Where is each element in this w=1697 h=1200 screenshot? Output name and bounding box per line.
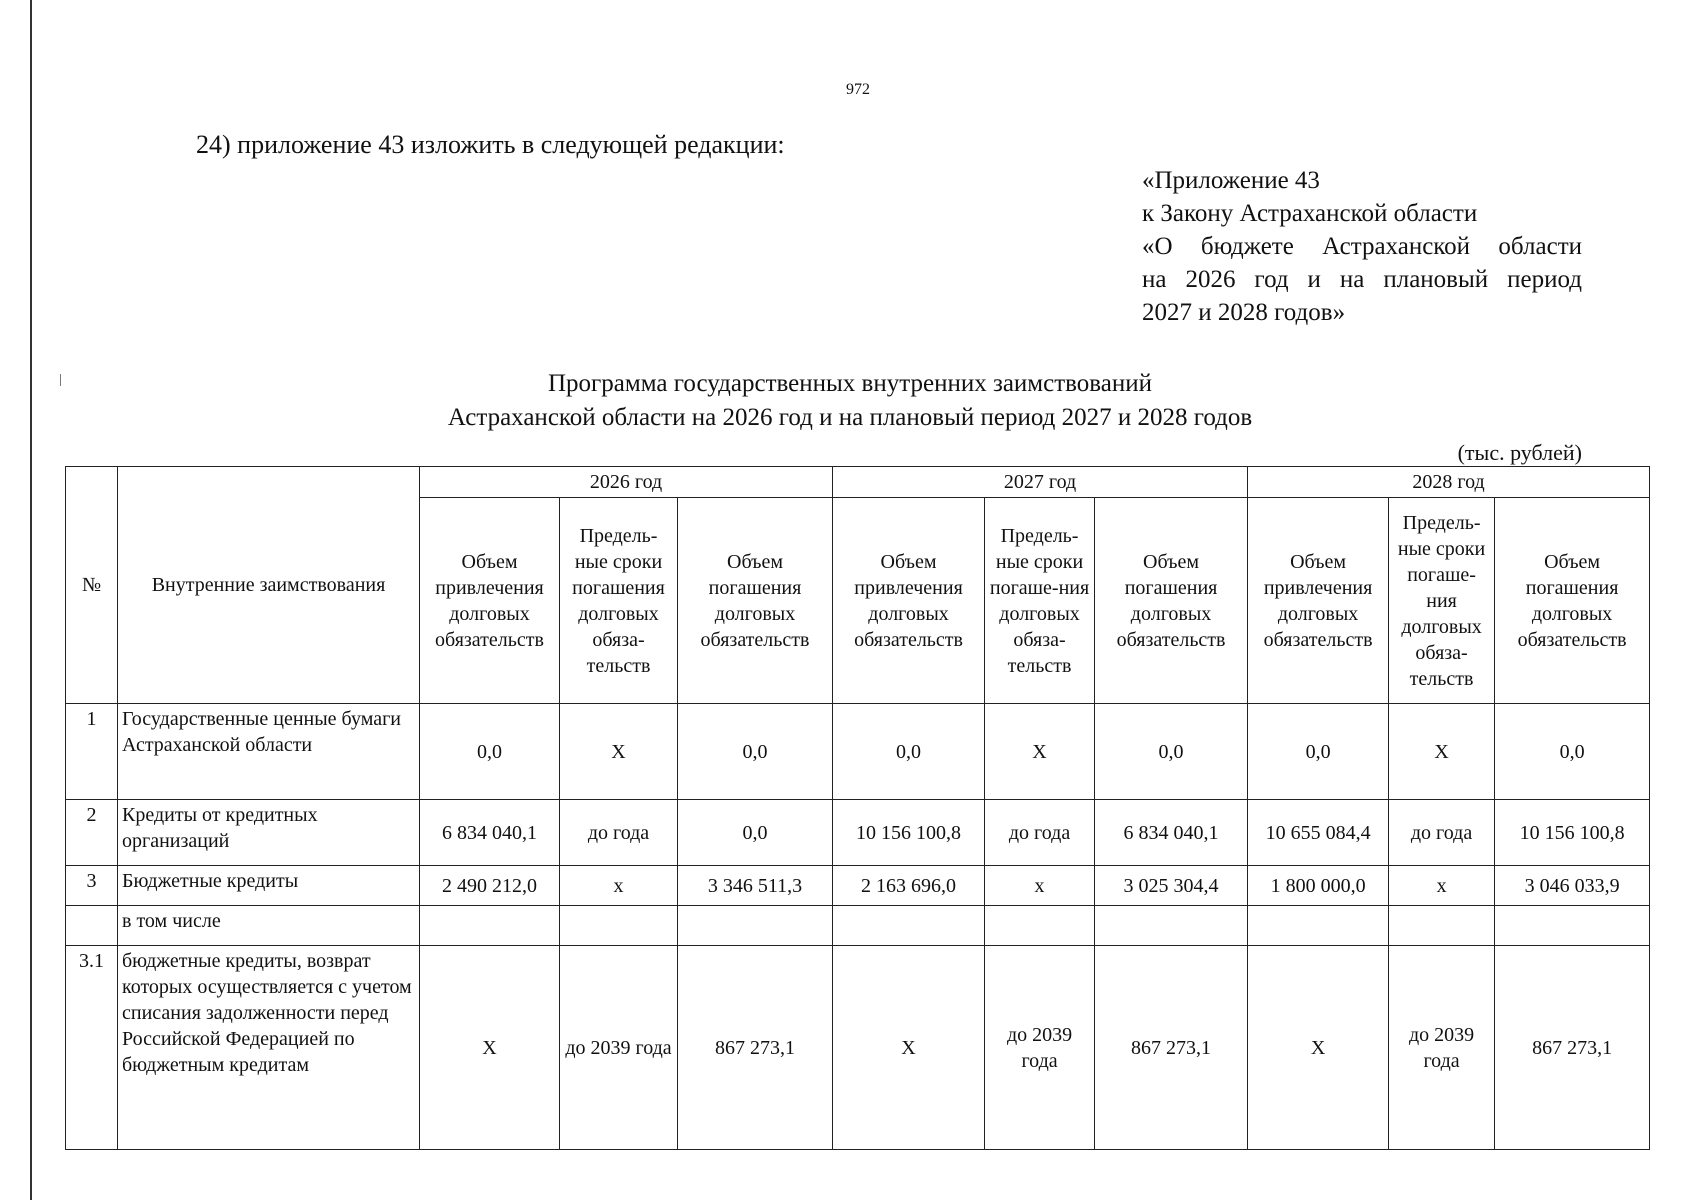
row-num: 3.1 <box>66 946 118 1150</box>
header-attract-2028: Объем привлечения долговых обязательств <box>1248 498 1389 704</box>
row-num: 3 <box>66 866 118 906</box>
header-terms-2026: Предель-ные сроки погашения долговых обяза-тельств <box>560 498 678 704</box>
header-attract-2026: Объем привлечения долговых обязательств <box>420 498 560 704</box>
table-row <box>66 906 1650 946</box>
header-repay-2026: Объем погашения долговых обязательств <box>678 498 833 704</box>
appendix-line: «О бюджете Астраханской области <box>1142 233 1582 260</box>
appendix-line: к Закону Астраханской области <box>1142 200 1478 227</box>
cell-repay-2028: 3 046 033,9 <box>1495 866 1650 906</box>
cell-terms-2028: до 2039 года <box>1389 946 1495 1150</box>
appendix-line: на 2026 год и на плановый период <box>1142 266 1582 293</box>
cell-repay-2026: 867 273,1 <box>678 946 833 1150</box>
cell-repay-2027 <box>1095 906 1248 946</box>
header-attract-2027: Объем привлечения долговых обязательств <box>833 498 985 704</box>
row-name: Бюджетные кредиты <box>118 866 420 906</box>
header-repay-2027: Объем погашения долговых обязательств <box>1095 498 1248 704</box>
title-line: Программа государственных внутренних заимствований <box>548 370 1152 397</box>
cell-attract-2026: 6 834 040,1 <box>420 800 560 866</box>
row-num: 1 <box>66 704 118 800</box>
cell-terms-2027 <box>985 906 1095 946</box>
table-row <box>66 866 1650 906</box>
cell-terms-2027: х <box>985 866 1095 906</box>
cell-attract-2027: 0,0 <box>833 704 985 800</box>
row-name: бюджетные кредиты, возврат которых осуществляется с учетом списания задолженности перед Российской Федерацией по бюджетным кредитам <box>118 946 420 1150</box>
row-num: 2 <box>66 800 118 866</box>
cell-terms-2027: до года <box>985 800 1095 866</box>
cell-terms-2026: Х <box>560 704 678 800</box>
row-name: Кредиты от кредитных организаций <box>118 800 420 866</box>
cell-terms-2028: Х <box>1389 704 1495 800</box>
cell-attract-2028: 1 800 000,0 <box>1248 866 1389 906</box>
intro-text: 24) приложение 43 изложить в следующей редакции: <box>196 130 785 159</box>
cell-terms-2028: до года <box>1389 800 1495 866</box>
cell-repay-2027: 867 273,1 <box>1095 946 1248 1150</box>
cell-terms-2028: х <box>1389 866 1495 906</box>
header-year-2028: 2028 год <box>1248 467 1650 498</box>
cell-repay-2026: 0,0 <box>678 704 833 800</box>
cell-attract-2028 <box>1248 906 1389 946</box>
cell-repay-2027: 6 834 040,1 <box>1095 800 1248 866</box>
header-year-2026: 2026 год <box>420 467 833 498</box>
cell-attract-2026: 0,0 <box>420 704 560 800</box>
title-line: Астраханской области на 2026 год и на плановый период 2027 и 2028 годов <box>447 404 1253 431</box>
cell-attract-2026: Х <box>420 946 560 1150</box>
header-year-2027: 2027 год <box>833 467 1248 498</box>
row-name: Государственные ценные бумаги Астраханской области <box>118 704 420 800</box>
header-terms-2027: Предель-ные сроки погаше-ния долговых обяза-тельств <box>985 498 1095 704</box>
cell-repay-2027: 0,0 <box>1095 704 1248 800</box>
cell-attract-2028: 0,0 <box>1248 704 1389 800</box>
table-row <box>66 946 1650 1150</box>
cell-repay-2028 <box>1495 906 1650 946</box>
page-edge-line <box>30 0 32 1200</box>
cell-terms-2026: х <box>560 866 678 906</box>
table-row <box>66 800 1650 866</box>
cell-attract-2027: 10 156 100,8 <box>833 800 985 866</box>
row-num <box>66 906 118 946</box>
cell-terms-2026: до 2039 года <box>560 946 678 1150</box>
cell-repay-2028: 867 273,1 <box>1495 946 1650 1150</box>
cell-repay-2026 <box>678 906 833 946</box>
appendix-line: «Приложение 43 <box>1142 167 1320 194</box>
cell-attract-2028: Х <box>1248 946 1389 1150</box>
cell-repay-2026: 3 346 511,3 <box>678 866 833 906</box>
cell-terms-2026: до года <box>560 800 678 866</box>
appendix-reference <box>1142 164 1582 329</box>
table-row <box>66 704 1650 800</box>
cell-attract-2027: Х <box>833 946 985 1150</box>
appendix-line: 2027 и 2028 годов» <box>1142 299 1346 326</box>
cell-terms-2027: Х <box>985 704 1095 800</box>
unit-label: (тыс. рублей) <box>1457 440 1582 465</box>
header-name: Внутренние заимствования <box>118 467 420 704</box>
cell-repay-2028: 0,0 <box>1495 704 1650 800</box>
page-number: 972 <box>846 81 870 98</box>
cell-attract-2027: 2 163 696,0 <box>833 866 985 906</box>
cell-attract-2026 <box>420 906 560 946</box>
page-edge-mark <box>60 374 61 386</box>
row-name: в том числе <box>118 906 420 946</box>
header-repay-2028: Объем погашения долговых обязательств <box>1495 498 1650 704</box>
cell-repay-2028: 10 156 100,8 <box>1495 800 1650 866</box>
header-terms-2028: Предель-ные сроки погаше-ния долговых обяза-тельств <box>1389 498 1495 704</box>
cell-terms-2028 <box>1389 906 1495 946</box>
cell-attract-2027 <box>833 906 985 946</box>
cell-terms-2027: до 2039 года <box>985 946 1095 1150</box>
header-num: № <box>66 467 118 704</box>
cell-repay-2027: 3 025 304,4 <box>1095 866 1248 906</box>
document-title <box>380 367 1320 435</box>
cell-attract-2026: 2 490 212,0 <box>420 866 560 906</box>
cell-attract-2028: 10 655 084,4 <box>1248 800 1389 866</box>
header-row-years <box>66 467 1650 498</box>
borrowing-program-table <box>65 466 1650 1150</box>
cell-terms-2026 <box>560 906 678 946</box>
cell-repay-2026: 0,0 <box>678 800 833 866</box>
